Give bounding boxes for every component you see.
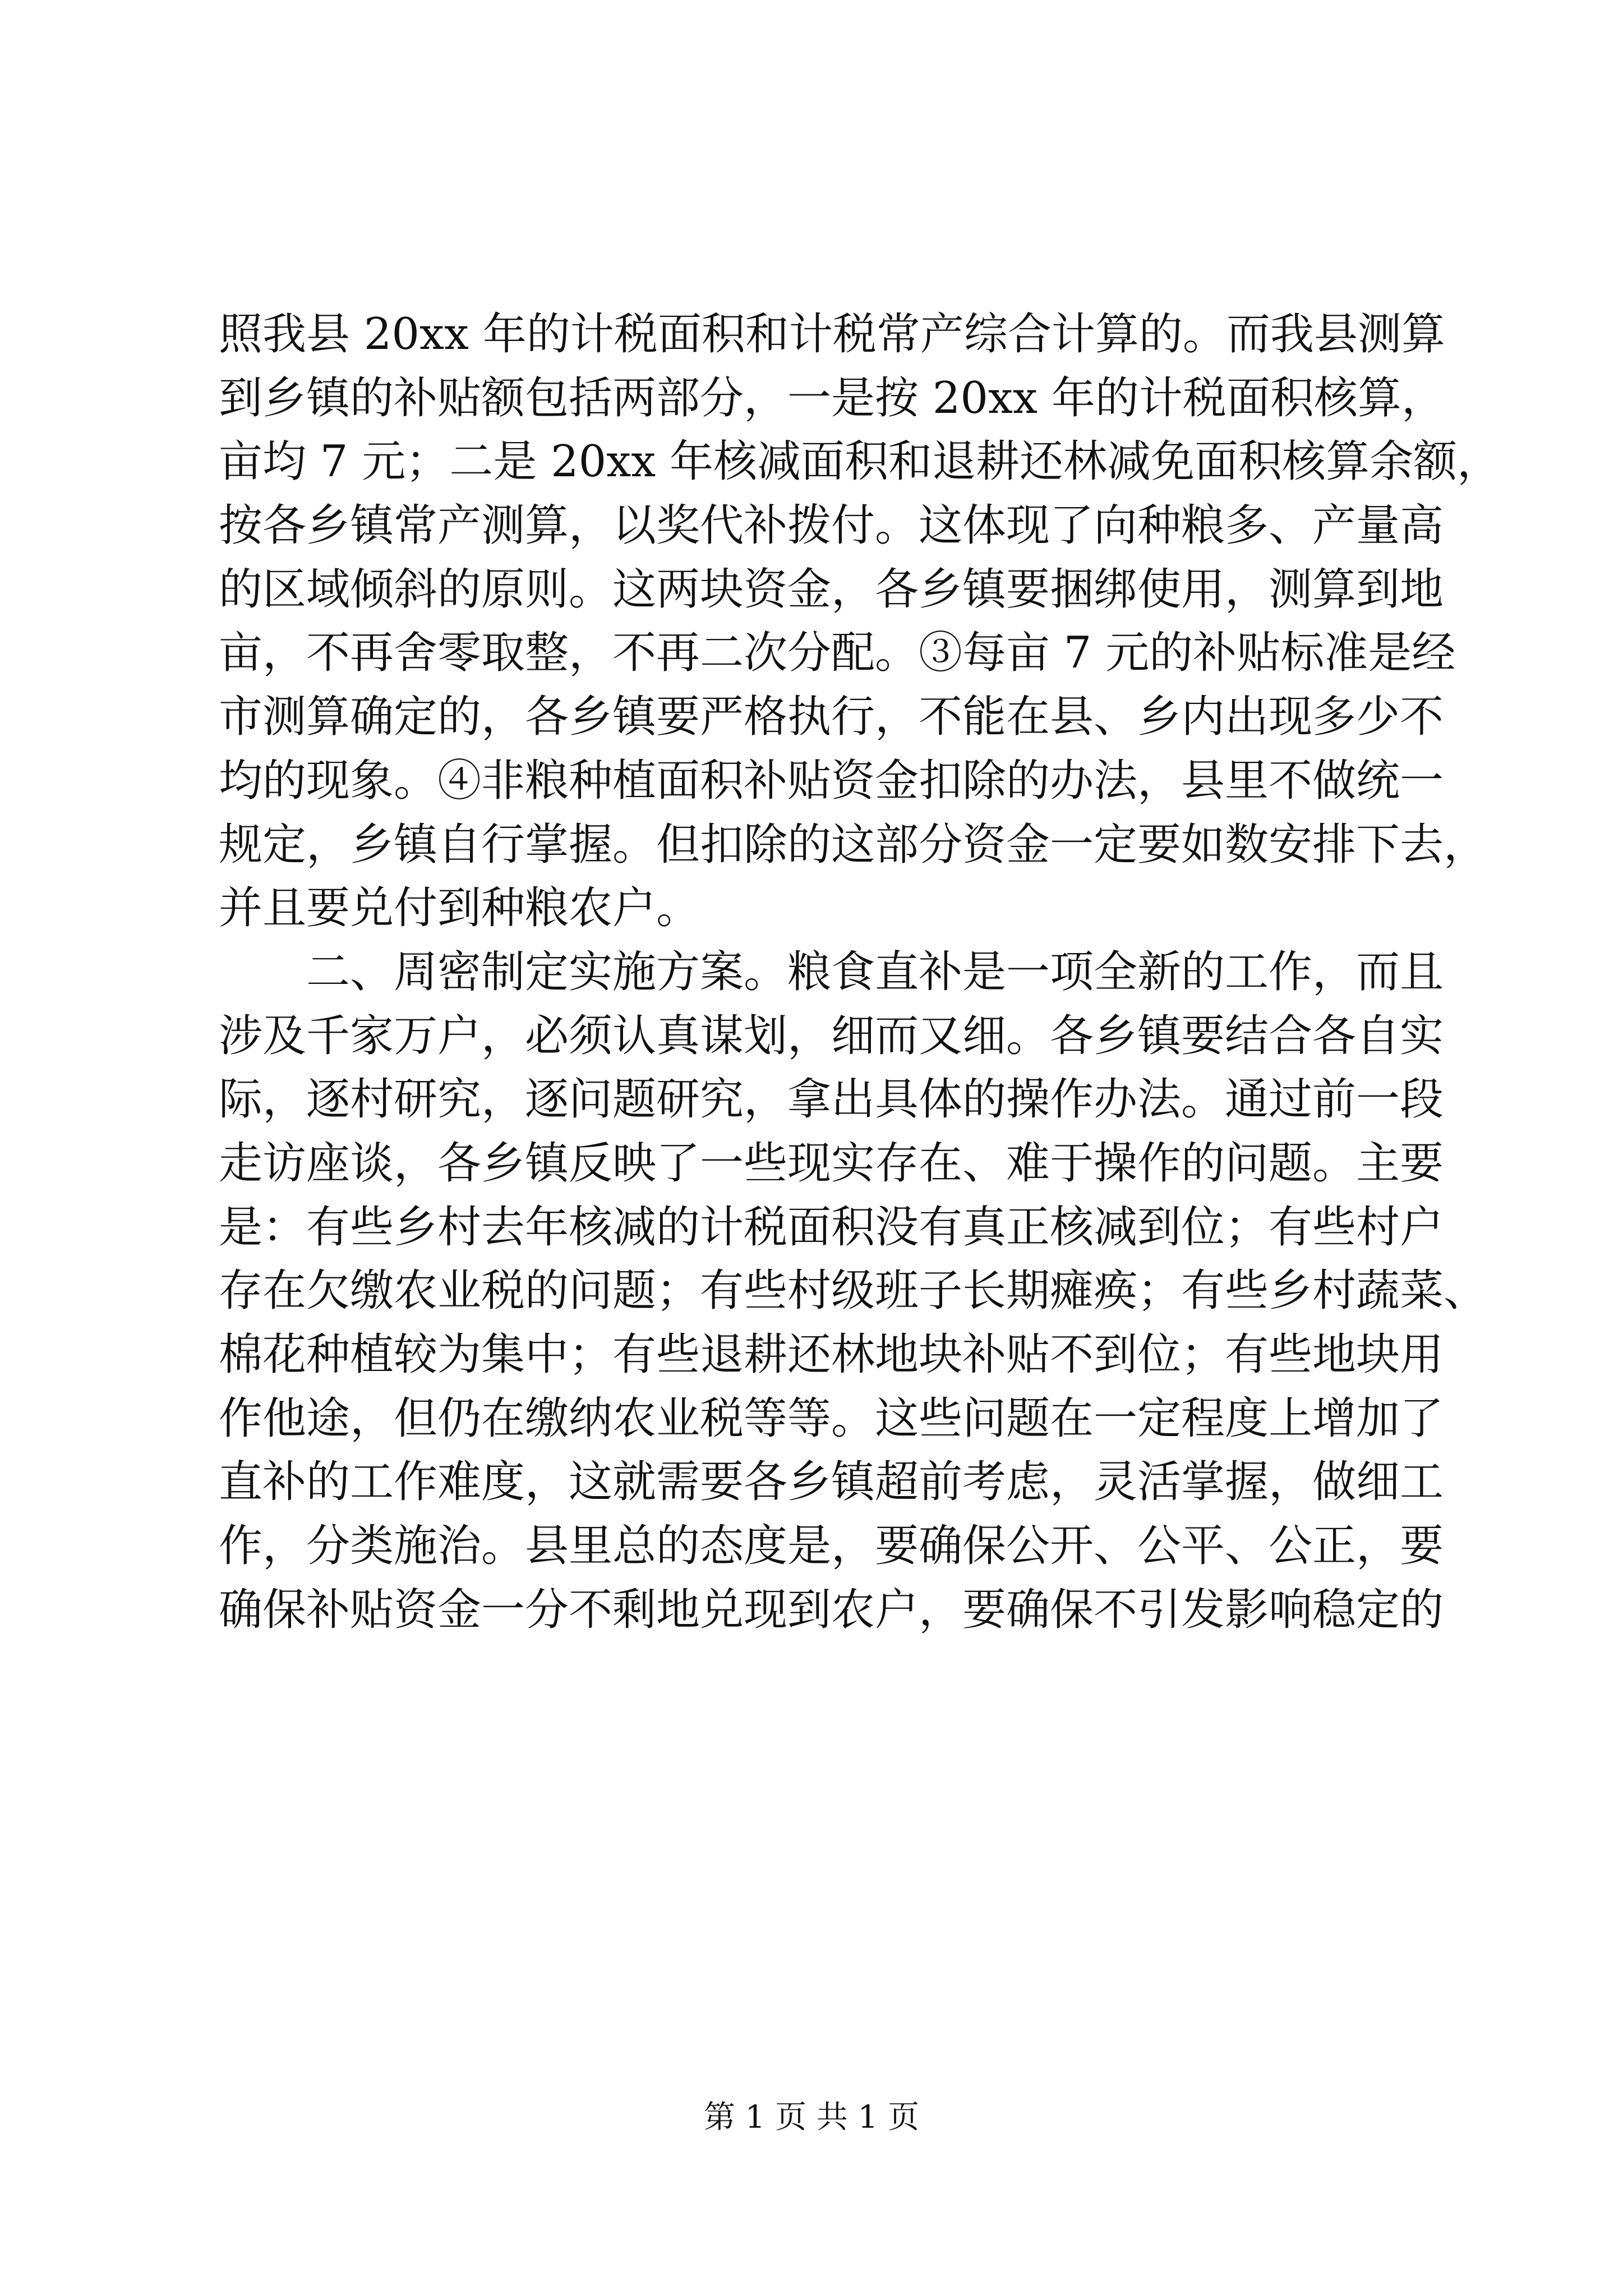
text-line: 是：有些乡村去年核减的计税面积没有真正核减到位；有些村户 <box>219 1202 1444 1253</box>
body-text <box>219 303 1501 1642</box>
text-line: 按各乡镇常产测算，以奖代补拨付。这体现了向种粮多、产量高 <box>219 500 1444 551</box>
text-line: 涉及千家万户，必须认真谋划，细而又细。各乡镇要结合各自实 <box>219 1010 1444 1061</box>
text-line: 市测算确定的，各乡镇要严格执行，不能在县、乡内出现多少不 <box>219 692 1444 743</box>
text-line: 存在欠缴农业税的问题；有些村级班子长期瘫痪；有些乡村蔬菜、 <box>219 1266 1488 1317</box>
text-line: 际，逐村研究，逐问题研究，拿出具体的操作办法。通过前一段 <box>219 1074 1444 1125</box>
text-line: 规定，乡镇自行掌握。但扣除的这部分资金一定要如数安排下去， <box>219 819 1488 870</box>
text-line: 作，分类施治。县里总的态度是，要确保公开、公平、公正，要 <box>219 1521 1444 1572</box>
text-line: 确保补贴资金一分不剩地兑现到农户，要确保不引发影响稳定的 <box>219 1584 1444 1635</box>
text-line: 的区域倾斜的原则。这两块资金，各乡镇要捆绑使用，测算到地 <box>219 564 1444 615</box>
text-line: 照我县 20xx 年的计税面积和计税常产综合计算的。而我县测算 <box>219 309 1445 360</box>
text-line: 均的现象。④非粮种植面积补贴资金扣除的办法，县里不做统一 <box>219 755 1444 806</box>
text-line: 走访座谈，各乡镇反映了一些现实存在、难于操作的问题。主要 <box>219 1138 1444 1189</box>
text-line: 并且要兑付到种粮农户。 <box>219 883 700 934</box>
paragraph-first-line: 二、周密制定实施方案。粮食直补是一项全新的工作，而且 <box>306 946 1444 997</box>
page-footer: 第 1 页 共 1 页 <box>703 2099 920 2136</box>
text-line: 直补的工作难度，这就需要各乡镇超前考虑，灵活掌握，做细工 <box>219 1457 1444 1508</box>
text-line: 亩均 7 元；二是 20xx 年核减面积和退耕还林减免面积核算余额， <box>219 436 1501 487</box>
text-line: 亩，不再舍零取整，不再二次分配。③每亩 7 元的补贴标准是经 <box>219 628 1456 679</box>
text-line: 棉花种植较为集中；有些退耕还林地块补贴不到位；有些地块用 <box>219 1329 1444 1380</box>
text-line: 作他途，但仍在缴纳农业税等等。这些问题在一定程度上增加了 <box>219 1393 1444 1444</box>
text-line: 到乡镇的补贴额包括两部分，一是按 20xx 年的计税面积核算， <box>219 372 1445 424</box>
